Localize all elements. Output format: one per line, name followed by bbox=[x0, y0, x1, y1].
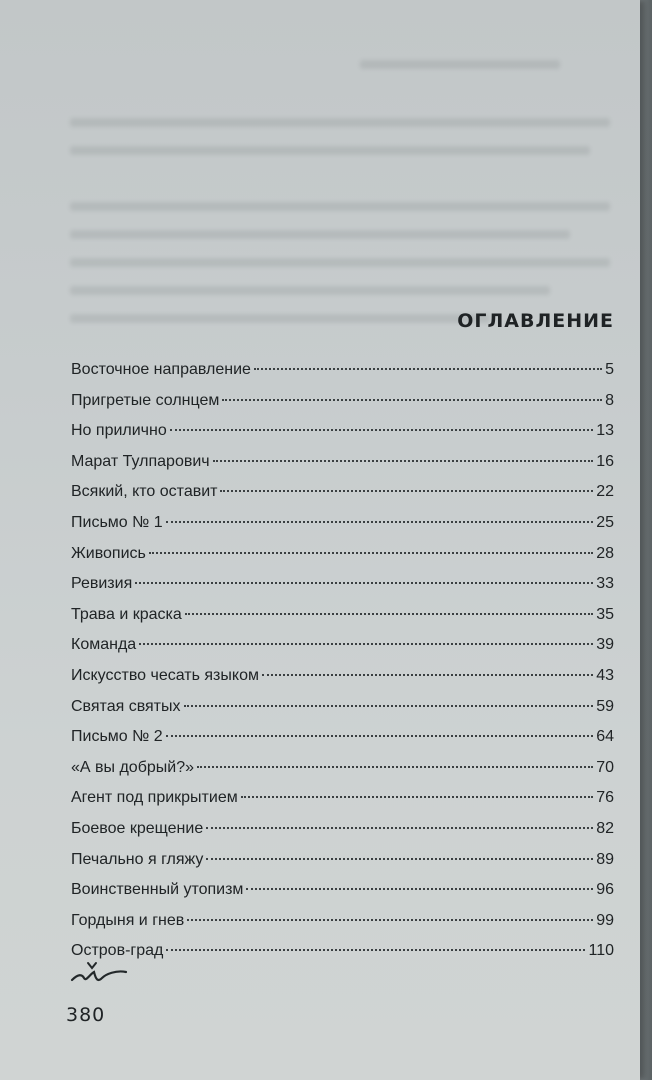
dot-leader bbox=[254, 368, 602, 370]
dot-leader bbox=[166, 949, 585, 951]
toc-entry bbox=[71, 851, 614, 882]
toc-entry-title: Боевое крещение bbox=[71, 819, 204, 837]
dot-leader bbox=[166, 521, 594, 523]
toc-entry bbox=[71, 942, 614, 973]
toc-entry bbox=[71, 392, 614, 423]
toc-entry-page: 89 bbox=[596, 850, 614, 868]
toc-entry-title: Ревизия bbox=[71, 575, 133, 593]
toc-entry-page: 13 bbox=[596, 422, 614, 440]
toc-entry-page: 99 bbox=[596, 911, 614, 929]
dot-leader bbox=[166, 735, 594, 737]
toc-entry-title: Всякий, кто оставит bbox=[71, 483, 218, 501]
dot-leader bbox=[213, 460, 594, 462]
toc-entry-page: 96 bbox=[596, 881, 614, 899]
toc-entry bbox=[71, 789, 614, 820]
toc-entry-title: Марат Тулпарович bbox=[71, 452, 210, 470]
toc-entry bbox=[71, 698, 614, 729]
dot-leader bbox=[187, 919, 593, 921]
toc-entry bbox=[71, 728, 614, 759]
publisher-logo-icon bbox=[66, 960, 136, 990]
dot-leader bbox=[241, 796, 593, 798]
toc-entry-title: Письмо № 1 bbox=[71, 513, 163, 531]
dot-leader bbox=[185, 613, 593, 615]
toc-entry-title: Трава и краска bbox=[71, 605, 182, 623]
bleed-through-text bbox=[70, 50, 630, 350]
toc-entry-title: Живопись bbox=[71, 544, 146, 562]
toc-entry-page: 76 bbox=[596, 789, 614, 807]
toc-entry-page: 22 bbox=[596, 483, 614, 501]
page-number: 380 bbox=[66, 1004, 106, 1026]
toc-entry-title: Пригретые солнцем bbox=[71, 391, 220, 409]
dot-leader bbox=[206, 827, 593, 829]
toc-entry-title: Воинственный утопизм bbox=[71, 881, 244, 899]
toc-entry bbox=[71, 361, 614, 392]
toc-entry bbox=[71, 545, 614, 576]
toc-entry bbox=[71, 636, 614, 667]
toc-entry-title: Но прилично bbox=[71, 422, 167, 440]
toc-heading: ОГЛАВЛЕНИЕ bbox=[457, 310, 614, 332]
toc-entry bbox=[71, 912, 614, 943]
toc-entry-title: Печально я гляжу bbox=[71, 850, 204, 868]
toc-entry-page: 5 bbox=[605, 361, 614, 378]
dot-leader bbox=[246, 888, 593, 890]
toc-entry-page: 25 bbox=[596, 513, 614, 531]
toc-entry-title: Остров-град bbox=[71, 942, 164, 960]
toc-entry-page: 16 bbox=[596, 452, 614, 470]
toc-entry bbox=[71, 514, 614, 545]
dot-leader bbox=[222, 399, 602, 401]
dot-leader bbox=[135, 582, 593, 584]
dot-leader bbox=[220, 490, 593, 492]
toc-entry-title: Команда bbox=[71, 636, 137, 654]
table-of-contents bbox=[71, 361, 614, 973]
toc-entry bbox=[71, 759, 614, 790]
dot-leader bbox=[206, 858, 593, 860]
toc-entry bbox=[71, 483, 614, 514]
toc-entry-title: Искусство чесать языком bbox=[71, 666, 259, 684]
toc-entry-page: 110 bbox=[588, 942, 614, 960]
toc-entry-title: Святая святых bbox=[71, 697, 181, 715]
toc-entry-title: Агент под прикрытием bbox=[71, 789, 238, 807]
toc-entry bbox=[71, 606, 614, 637]
toc-entry-title: «А вы добрый?» bbox=[71, 758, 194, 776]
dot-leader bbox=[139, 643, 593, 645]
toc-entry bbox=[71, 422, 614, 453]
toc-entry-page: 33 bbox=[596, 575, 614, 593]
toc-entry-title: Письмо № 2 bbox=[71, 728, 163, 746]
toc-entry-page: 70 bbox=[596, 758, 614, 776]
toc-entry-page: 8 bbox=[605, 391, 614, 409]
toc-entry-page: 82 bbox=[596, 819, 614, 837]
toc-entry-title: Восточное направление bbox=[71, 361, 251, 378]
toc-entry-page: 59 bbox=[596, 697, 614, 715]
toc-entry-title: Гордыня и гнев bbox=[71, 911, 185, 929]
toc-entry-page: 43 bbox=[596, 666, 614, 684]
toc-entry-page: 28 bbox=[596, 544, 614, 562]
dot-leader bbox=[184, 705, 594, 707]
toc-entry-page: 64 bbox=[596, 728, 614, 746]
toc-entry bbox=[71, 575, 614, 606]
toc-entry bbox=[71, 453, 614, 484]
toc-entry bbox=[71, 667, 614, 698]
toc-entry-page: 35 bbox=[596, 605, 614, 623]
toc-entry bbox=[71, 881, 614, 912]
toc-entry bbox=[71, 820, 614, 851]
toc-entry-page: 39 bbox=[596, 636, 614, 654]
dot-leader bbox=[197, 766, 593, 768]
dot-leader bbox=[170, 429, 593, 431]
dot-leader bbox=[262, 674, 593, 676]
dot-leader bbox=[149, 552, 593, 554]
